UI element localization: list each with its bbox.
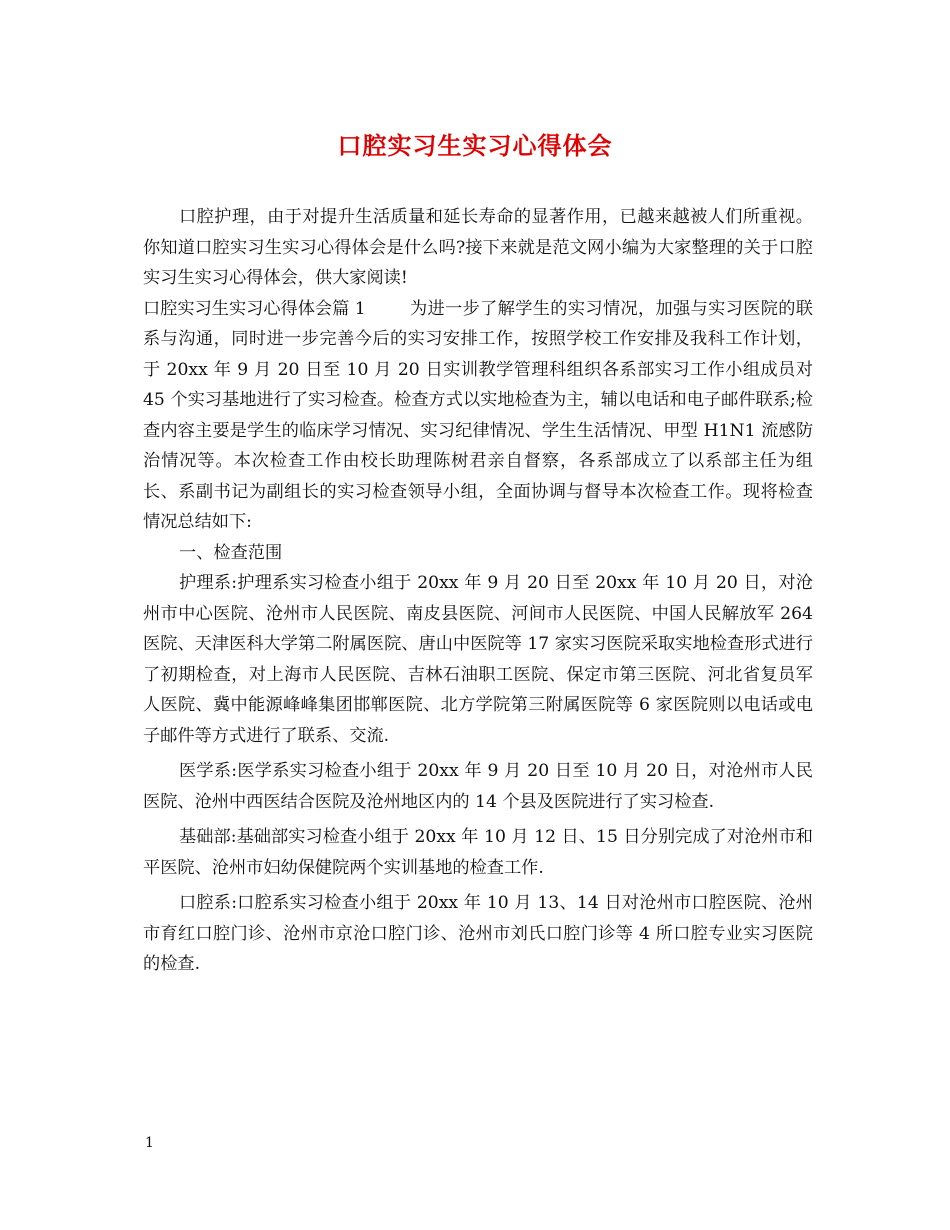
intro-paragraph: 口腔护理，由于对提升生活质量和延长寿命的显著作用，已越来越被人们所重视。你知道口腔实习生实习心得体会是什么吗?接下来就是范文网小编为大家整理的关于口腔实习生实习心得体会，供大家阅读! — [143, 207, 813, 288]
basic-paragraph: 基础部:基础部实习检查小组于 20xx 年 10 月 12 日、15 日分别完成了对沧州市和平医院、沧州市妇幼保健院两个实训基地的检查工作. — [143, 827, 813, 878]
article-intro-paragraph — [143, 294, 813, 538]
medicine-paragraph: 医学系:医学系实习检查小组于 20xx 年 9 月 20 日至 10 月 20 日，对沧州市人民医院、沧州中西医结合医院及沧州地区内的 14 个县及医院进行了实习检查. — [143, 761, 813, 812]
article-intro-text: 为进一步了解学生的实习情况，加强与实习医院的联系与沟通，同时进一步完善今后的实习安排工作，按照学校工作安排及我科工作计划，于 20xx 年 9 月 20 日至 10 月 20 日实训教学管理科组织各系部实习工作小组成员对 45 个实习基地进行了实习检查。检查方式以实地检查为主，辅以电话和电子邮件联系;检查内容主要是学生的临床学习情况、实习纪律情况、学生生活情况、甲型 H1N1 流感防治情况等。本次检查工作由校长助理陈树君亲自督察，各系部成立了以系部主任为组长、系副书记为副组长的实习检查领导小组，全面协调与督导本次检查工作。现将检查情况总结如下: — [143, 298, 814, 532]
dental-paragraph: 口腔系:口腔系实习检查小组于 20xx 年 10 月 13、14 日对沧州市口腔医院、沧州市育红口腔门诊、沧州市京沧口腔门诊、沧州市刘氏口腔门诊等 4 所口腔专业实习医院的检查. — [143, 893, 813, 974]
article-label: 口腔实习生实习心得体会篇 1 — [143, 298, 366, 319]
page-number: 1 — [145, 1135, 154, 1151]
nursing-paragraph: 护理系:护理系实习检查小组于 20xx 年 9 月 20 日至 20xx 年 10 月 20 日，对沧州市中心医院、沧州市人民医院、南皮县医院、河间市人民医院、中国人民解放军 264 医院、天津医科大学第二附属医院、唐山中医院等 17 家实习医院采取实地检查形式进行了初期检查，对上海市人民医院、吉林石油职工医院、保定市第三医院、河北省复员军人医院、冀中能源峰峰集团邯郸医院、北方学院第三附属医院等 6 家医院则以电话或电子邮件等方式进行了联系、交流. — [143, 573, 813, 746]
document-body — [143, 202, 813, 980]
section-heading: 一、检查范围 — [179, 542, 283, 563]
document-title: 口腔实习生实习心得体会 — [337, 131, 613, 160]
